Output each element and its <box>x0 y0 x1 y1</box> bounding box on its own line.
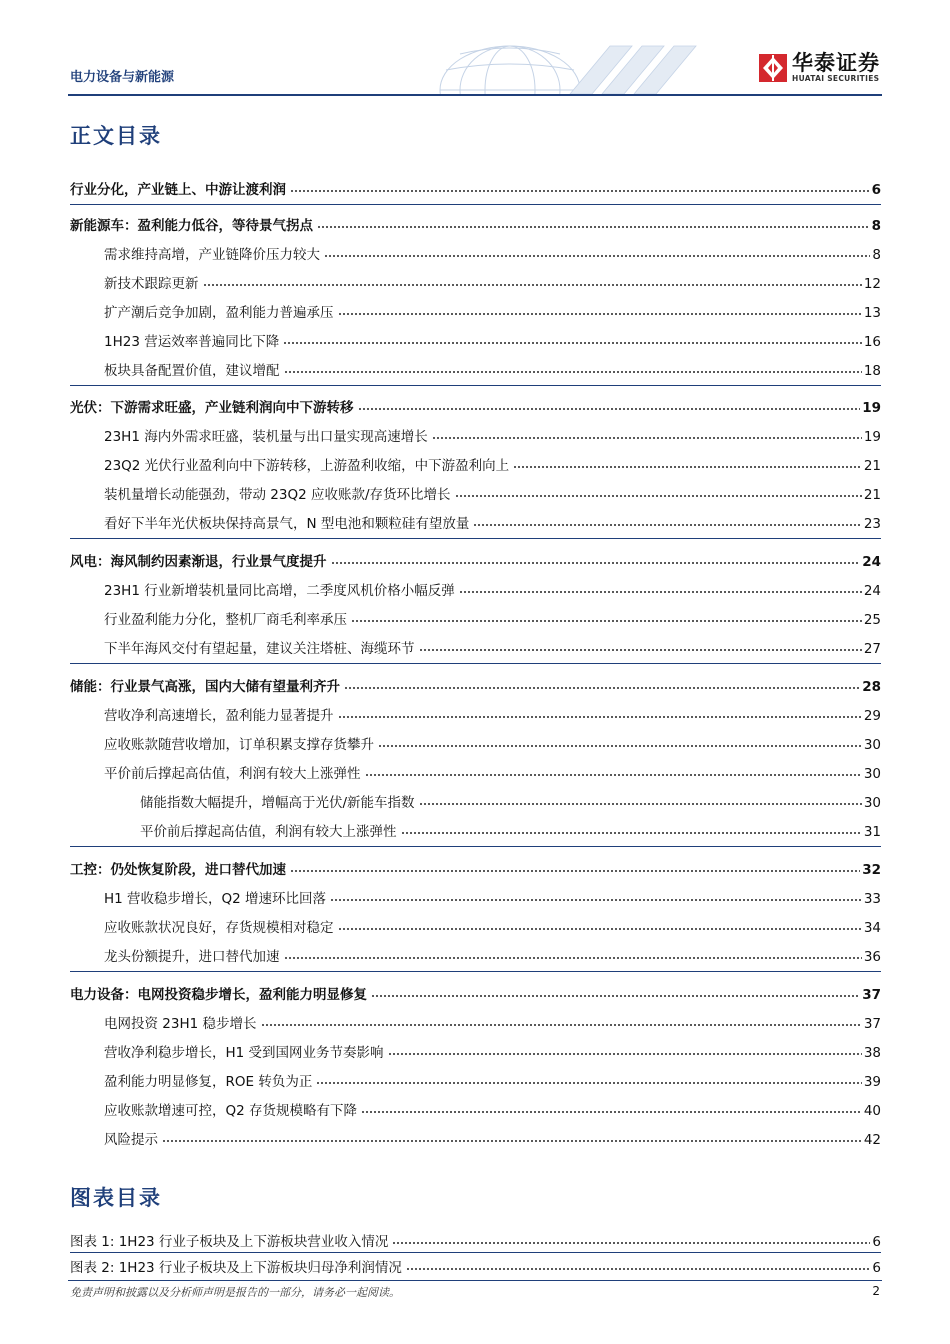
dot-leader <box>473 523 861 527</box>
dot-leader <box>344 686 860 690</box>
toc-heading[interactable]: 新能源车：盈利能力低谷，等待景气拐点 8 <box>70 218 881 234</box>
dot-leader <box>316 1081 861 1085</box>
dot-leader <box>459 590 862 594</box>
toc-item[interactable]: 应收账款增速可控，Q2 存货规模略有下降 40 <box>104 1103 881 1119</box>
page-number: 2 <box>872 1284 880 1298</box>
dot-leader <box>290 869 860 873</box>
toc-item[interactable]: 行业盈利能力分化，整机厂商毛利率承压 25 <box>104 612 881 628</box>
dot-leader <box>330 898 862 902</box>
footer-disclaimer: 免责声明和披露以及分析师声明是报告的一部分，请务必一起阅读。 <box>70 1286 400 1299</box>
toc-heading[interactable]: 储能：行业景气高涨，国内大储有望量利齐升 28 <box>70 679 881 695</box>
report-section-label: 电力设备与新能源 <box>70 70 175 85</box>
dot-leader <box>432 436 862 440</box>
toc-item[interactable]: 23H1 行业新增装机量同比高增，二季度风机价格小幅反弹 24 <box>104 583 881 599</box>
toc-item[interactable]: 1H23 营运效率普遍同比下降 16 <box>104 334 881 350</box>
toc-subitem[interactable]: 平价前后撑起高估值，利润有较大上涨弹性 31 <box>140 824 881 840</box>
toc-item[interactable]: 新技术跟踪更新 12 <box>104 276 881 292</box>
dot-leader <box>371 994 860 998</box>
toc-item[interactable]: 营收净利稳步增长，H1 受到国网业务节奏影响 38 <box>104 1045 881 1061</box>
dot-leader <box>162 1139 862 1143</box>
toc-heading[interactable]: 工控：仍处恢复阶段，进口替代加速 32 <box>70 862 881 878</box>
dot-leader <box>392 1241 870 1245</box>
dot-leader <box>338 715 862 719</box>
dot-leader <box>203 283 862 287</box>
toc-item[interactable]: H1 营收稳步增长，Q2 增速环比回落 33 <box>104 891 881 907</box>
dot-leader <box>261 1023 862 1027</box>
header-divider <box>68 94 882 96</box>
dot-leader <box>419 802 862 806</box>
toc-item[interactable]: 应收账款随营收增加，订单积累支撑存货攀升 30 <box>104 737 881 753</box>
toc-item[interactable]: 23H1 海内外需求旺盛，装机量与出口量实现高速增长 19 <box>104 429 881 445</box>
toc-subitem[interactable]: 储能指数大幅提升，增幅高于光伏/新能车指数 30 <box>140 795 881 811</box>
dot-leader <box>388 1052 862 1056</box>
footer-divider <box>68 1280 882 1281</box>
toc-divider <box>70 538 881 539</box>
dot-leader <box>317 225 870 229</box>
toc-item[interactable]: 营收净利高速增长，盈利能力显著提升 29 <box>104 708 881 724</box>
dot-leader <box>361 1110 862 1114</box>
toc-title: 正文目录 <box>70 124 162 148</box>
toc-item[interactable]: 需求维持高增，产业链降价压力较大 8 <box>104 247 881 263</box>
toc-item[interactable]: 看好下半年光伏板块保持高景气，N 型电池和颗粒硅有望放量 23 <box>104 516 881 532</box>
toc-divider <box>70 971 881 972</box>
dot-leader <box>284 370 862 374</box>
toc-item[interactable]: 装机量增长动能强劲，带动 23Q2 应收账款/存货环比增长 21 <box>104 487 881 503</box>
toc-heading[interactable]: 风电：海风制约因素渐退，行业景气度提升 24 <box>70 554 881 570</box>
dot-leader <box>378 744 862 748</box>
dot-leader <box>401 831 862 835</box>
dot-leader <box>455 494 862 498</box>
toc-item[interactable]: 电网投资 23H1 稳步增长 37 <box>104 1016 881 1032</box>
dot-leader <box>365 773 862 777</box>
toc-divider <box>70 385 881 386</box>
toc-divider <box>70 663 881 664</box>
toc-item[interactable]: 龙头份额提升，进口替代加速 36 <box>104 949 881 965</box>
toc-item[interactable]: 板块具备配置价值，建议增配 18 <box>104 363 881 379</box>
huatai-logo <box>758 52 880 84</box>
toc-heading[interactable]: 电力设备：电网投资稳步增长，盈利能力明显修复 37 <box>70 987 881 1003</box>
dot-leader <box>513 465 862 469</box>
dot-leader <box>324 254 870 258</box>
toc-item[interactable]: 下半年海风交付有望起量，建议关注塔桩、海缆环节 27 <box>104 641 881 657</box>
dot-leader <box>284 956 862 960</box>
toc-divider <box>70 204 881 205</box>
dot-leader <box>331 561 861 565</box>
dot-leader <box>283 341 862 345</box>
figure-item[interactable]: 图表 1: 1H23 行业子板块及上下游板块营业收入情况 6 <box>70 1234 881 1250</box>
toc-heading[interactable]: 行业分化，产业链上、中游让渡利润 6 <box>70 182 881 198</box>
toc-item[interactable]: 风险提示 42 <box>104 1132 881 1148</box>
dot-leader <box>358 407 861 411</box>
dot-leader <box>338 312 862 316</box>
figure-item[interactable]: 图表 2: 1H23 行业子板块及上下游板块归母净利润情况 6 <box>70 1260 881 1276</box>
dot-leader <box>290 189 870 193</box>
dot-leader <box>419 648 862 652</box>
toc-divider <box>70 846 881 847</box>
dot-leader <box>338 927 862 931</box>
dot-leader <box>406 1267 870 1271</box>
huatai-emblem-icon <box>758 53 788 83</box>
figures-title: 图表目录 <box>70 1186 162 1210</box>
dot-leader <box>351 619 862 623</box>
toc-item[interactable]: 应收账款状况良好，存货规模相对稳定 34 <box>104 920 881 936</box>
toc-item[interactable]: 平价前后撑起高估值，利润有较大上涨弹性 30 <box>104 766 881 782</box>
brand-name-cn: 华泰证券 <box>792 51 880 75</box>
toc-heading[interactable]: 光伏：下游需求旺盛，产业链利润向中下游转移 19 <box>70 400 881 416</box>
toc-item[interactable]: 扩产潮后竞争加剧，盈利能力普遍承压 13 <box>104 305 881 321</box>
toc-item[interactable]: 盈利能力明显修复，ROE 转负为正 39 <box>104 1074 881 1090</box>
brand-name-en: HUATAI SECURITIES <box>792 74 880 83</box>
globe-banner-graphic <box>370 28 730 96</box>
toc-item[interactable]: 23Q2 光伏行业盈利向中下游转移，上游盈利收缩，中下游盈利向上 21 <box>104 458 881 474</box>
